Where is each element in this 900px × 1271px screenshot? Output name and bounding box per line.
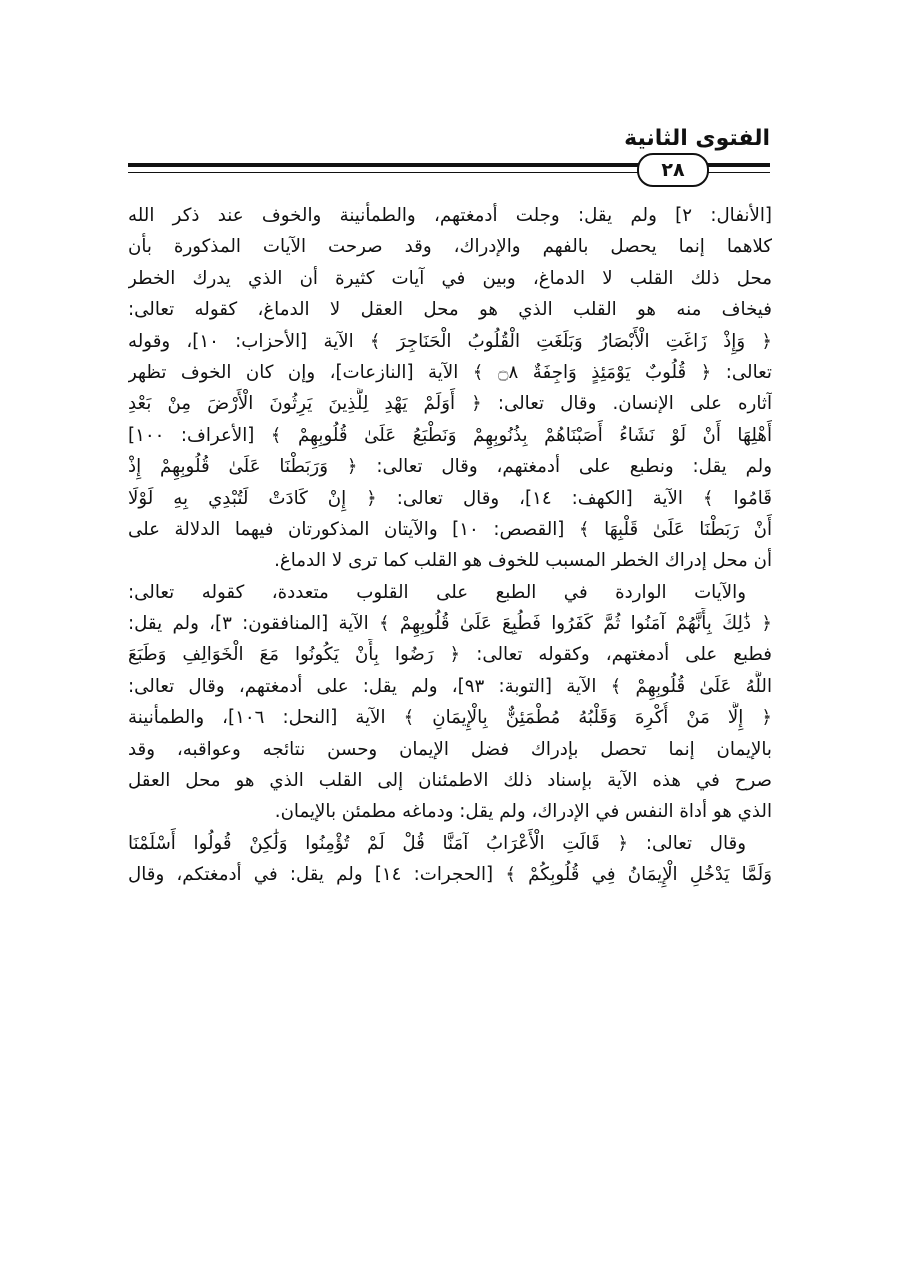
text-line: وقال تعالى: ﴿ قَالَتِ الْأَعْرَابُ آمَنَّا قُلْ لَمْ تُؤْمِنُوا وَلَٰكِنْ قُولُوا أَسْلَمْنَا [128, 832, 746, 854]
text-line: ﴿ ذَٰلِكَ بِأَنَّهُمْ آمَنُوا ثُمَّ كَفَرُوا فَطُبِعَ عَلَىٰ قُلُوبِهِمْ ﴾ الآية [المنافقون: ٣]، ولم يقل: [128, 613, 772, 635]
text-line: اللَّهُ عَلَىٰ قُلُوبِهِمْ ﴾ الآية [التوبة: ٩٣]، ولم يقل: على أدمغتهم، وقال تعالى: [128, 675, 772, 697]
text-line: ﴿ وَإِذْ زَاغَتِ الْأَبْصَارُ وَبَلَغَتِ الْقُلُوبُ الْحَنَاجِرَ ﴾ الآية [الأحزاب: ١٠]، وقوله [128, 330, 772, 352]
text-line: تعالى: ﴿ قُلُوبٌ يَوْمَئِذٍ وَاجِفَةٌ ۝٨ ﴾ الآية [النازعات]، وإن كان الخوف تظهر [128, 361, 772, 383]
page-number: ٢٨ [637, 153, 709, 187]
text-line: آثاره على الإنسان. وقال تعالى: ﴿ أَوَلَمْ يَهْدِ لِلَّذِينَ يَرِثُونَ الْأَرْضَ مِنْ بَعْدِ [128, 393, 772, 415]
body-text [128, 200, 772, 891]
text-line: أَنْ رَبَطْنَا عَلَىٰ قَلْبِهَا ﴾ [القصص: ١٠] والآيتان المذكورتان فيهما الدلالة على [128, 518, 772, 540]
text-line: فطبع على أدمغتهم، وكقوله تعالى: ﴿ رَضُوا بِأَنْ يَكُونُوا مَعَ الْخَوَالِفِ وَطَبَعَ [128, 644, 772, 666]
text-line: صرح في هذه الآية بإسناد ذلك الاطمئنان إلى القلب الذي هو محل العقل [128, 770, 772, 792]
text-line: أن محل إدراك الخطر المسبب للخوف هو القلب كما ترى لا الدماغ. [274, 550, 772, 572]
running-title: الفتوى الثانية [624, 126, 770, 151]
text-line: فيخاف منه هو القلب الذي هو محل العقل لا الدماغ، كقوله تعالى: [128, 299, 772, 321]
text-line: قَامُوا ﴾ الآية [الكهف: ١٤]، وقال تعالى: ﴿ إِنْ كَادَتْ لَتُبْدِي بِهِ لَوْلَا [128, 487, 772, 509]
text-line: [الأنفال: ٢] ولم يقل: وجلت أدمغتهم، والطمأنينة والخوف عند ذكر الله [128, 205, 772, 226]
text-line: بالإيمان إنما تحصل بإدراك فضل الإيمان وحسن نتائجه وعواقبه، وقد [128, 738, 772, 760]
text-line: كلاهما إنما يحصل بالفهم والإدراك، وقد صرحت الآيات المذكورة بأن [128, 236, 772, 258]
text-line: الذي هو أداة النفس في الإدراك، ولم يقل: ودماغه مطمئن بالإيمان. [274, 801, 772, 823]
text-line: ﴿ إِلَّا مَنْ أُكْرِهَ وَقَلْبُهُ مُطْمَئِنٌّ بِالْإِيمَانِ ﴾ الآية [النحل: ١٠٦]، والطمأنينة [128, 707, 772, 729]
text-line: أَهْلِهَا أَنْ لَوْ نَشَاءُ أَصَبْنَاهُمْ بِذُنُوبِهِمْ وَنَطْبَعُ عَلَىٰ قُلُوبِهِمْ ﴾ [الأعراف: ١٠٠] [128, 424, 772, 446]
text-line: محل ذلك القلب لا الدماغ، وبين في آيات كثيرة أن الذي يدرك الخطر [128, 267, 772, 289]
text-line: ولم يقل: ونطبع على أدمغتهم، وقال تعالى: ﴿ وَرَبَطْنَا عَلَىٰ قُلُوبِهِمْ إِذْ [128, 456, 772, 478]
text-line: والآيات الواردة في الطبع على القلوب متعددة، كقوله تعالى: [128, 581, 746, 603]
text-line: وَلَمَّا يَدْخُلِ الْإِيمَانُ فِي قُلُوبِكُمْ ﴾ [الحجرات: ١٤] ولم يقل: في أدمغتكم، وقال [128, 864, 772, 886]
